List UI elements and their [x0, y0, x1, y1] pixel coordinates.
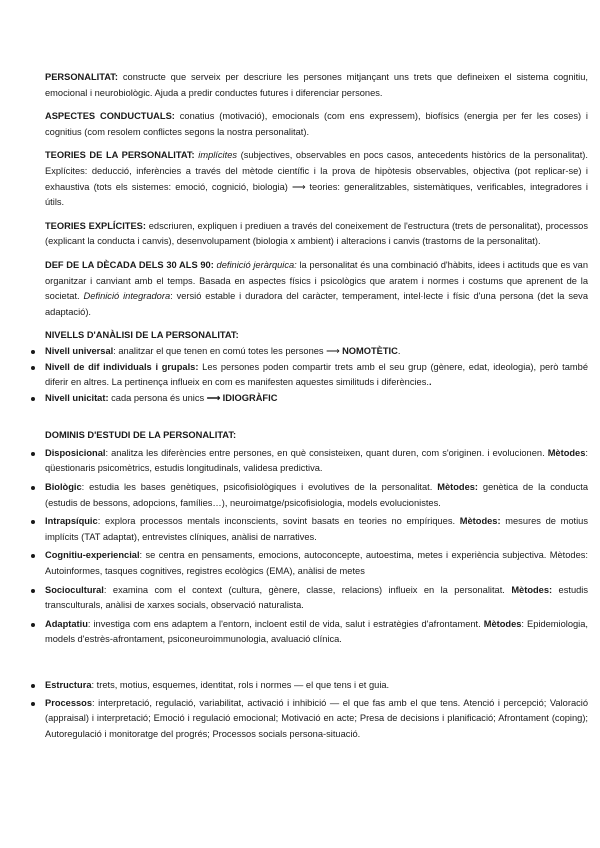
text-run: genètica de la conducta (estudis de bessons, adopcions, famílies…), neuroimatge/psicofisiologia, models evolucionistes. — [45, 482, 588, 508]
text-run: : Epidemiologia, models d'estrès-afrontament, psiconeuroimmunologia, avaluació clínica. — [45, 618, 588, 645]
list-item — [45, 696, 588, 743]
list-item — [45, 391, 588, 407]
text-run: : examina com el context (cultura, gènere, classe, relacions) influeix en la personalitat. — [103, 584, 512, 595]
definition-term: DEF DE LA DÈCADA DELS 30 ALS 90: — [45, 259, 214, 270]
list-item — [45, 617, 588, 648]
list-item — [45, 514, 588, 545]
text-run: Estructura — [45, 680, 92, 690]
text-run: : se centra en pensaments, emocions, autoconcepte, autoestima, metes i experiència subjectiva. Mètodes: Autoinformes, tasques cognitives, registres ecològics (EMA), anàlisi de metes — [45, 550, 588, 577]
definitions-section — [45, 70, 588, 320]
definition-term: TEORIES EXPLÍCITES: — [45, 220, 146, 231]
text-run: Intrapsíquic — [45, 516, 98, 527]
definition-paragraph — [45, 219, 588, 250]
text-run: : investiga com ens adaptem a l'entorn, incloent estil de vida, salut i estratègies d'afrontament. — [87, 618, 484, 629]
text-run: : estudia les bases genètiques, psicofisiològiques i evolutives de la personalitat. — [81, 482, 438, 493]
text-run: Nivell universal — [45, 345, 114, 356]
list-item — [45, 360, 588, 391]
list-item — [45, 583, 588, 614]
text-run: Disposicional — [45, 447, 106, 458]
text-run: constructe que serveix per descriure les persones mitjançant uns trets que defineixen el sistema cognitiu, emocional i neurobiològic. Ajuda a predir conductes futures i diferenciar persones. — [45, 72, 588, 98]
text-run: : versió estable i duradora del caràcter, temperament, intel·lecte i físic d'una persona (det la seva adaptació). — [45, 291, 588, 317]
definition-term: PERSONALITAT: — [45, 72, 118, 82]
list-item — [45, 446, 588, 477]
text-run: Mètodes — [547, 447, 586, 458]
definition-term: TEORIES DE LA PERSONALITAT: — [45, 150, 195, 161]
text-run: ⟶ IDIOGRÀFIC — [206, 392, 278, 403]
text-run: Adaptatiu — [45, 618, 88, 629]
definition-term: ASPECTES CONDUCTUALS: — [45, 111, 175, 122]
text-run: cada persona és unics — [108, 392, 207, 403]
text-run: : analitzar el que tenen en comú totes les persones ⟶ — [113, 345, 343, 356]
text-run: : qüestionaris psicomètrics, estudis longitudinals, validesa predictiva. — [45, 447, 588, 474]
text-run: : trets, motius, esquemes, identitat, rols i normes — el que tens i et guia. — [91, 680, 390, 690]
section-heading: DOMINIS D'ESTUDI DE LA PERSONALITAT: — [45, 430, 237, 441]
text-run: Cognitiu-experiencial — [45, 550, 140, 561]
text-run: definició jeràrquica: — [216, 259, 297, 270]
definition-paragraph — [45, 109, 588, 140]
section-heading: NIVELLS D'ANÀLISI DE LA PERSONALITAT: — [45, 330, 239, 341]
text-run: . — [397, 345, 401, 356]
bullet-list — [45, 678, 588, 742]
text-run: Nivell unicitat: — [45, 392, 109, 403]
text-run: : analitza les diferències entre persones, en què consisteixen, quant duren, com s'originen. i evolucionen. — [105, 447, 548, 458]
text-run: . — [428, 377, 432, 388]
document-page — [45, 70, 588, 742]
definition-paragraph — [45, 70, 588, 101]
bullet-list — [45, 446, 588, 648]
definition-paragraph — [45, 148, 588, 210]
text-run: Mètodes — [483, 618, 522, 629]
list-item — [45, 678, 588, 694]
text-run: Sociocultural — [45, 584, 104, 595]
dominis-section — [45, 428, 588, 648]
list-item — [45, 548, 588, 579]
text-run: Processos — [45, 697, 93, 708]
definition-paragraph — [45, 258, 588, 320]
text-run: : interpretació, regulació, variabilitat, activació i inhibició — el que fas amb el que tens. Atenció i percepció; Valoració (appraisal) i interpretació; Emoció i regulació emocional; Motivació en acte; Presa de decisions i planificació; Afrontament (coping); Autoregulació i monitoratge del progrés; Processos socials persona-situació. — [45, 697, 588, 739]
list-item — [45, 344, 588, 360]
text-run: estudis transculturals, anàlisi de xarxes socials, observació naturalista. — [45, 584, 588, 611]
text-run: Mètodes: — [459, 516, 501, 527]
text-run: (subjectives, observables en pocs casos, antecedents històrics de la personalitat). Explícites: deducció, inferències a través del mètode científic i la prova de hipòtesis observables, objectiva (pot replicar-se) i exhaustiva (tots els sistemes: emoció, cognició, biologia) ⟶ teories: generalitzables, sistemàtiques, verificables, integradores i útils. — [45, 150, 588, 208]
text-run: conatius (motivació), emocionals (com ens expressem), biofísics (energia per fer les coses) i cognitius (com resolem conflictes segons la nostra personalitat). — [45, 111, 588, 137]
text-run: la personalitat és una combinació d'hàbits, idees i actituds que es van organitzar i canviant amb el temps. Basada en aspectes físics i psicològics que aratem i normes i costums que aprenent de la societat. — [45, 259, 588, 302]
bullet-list — [45, 344, 588, 406]
list-item — [45, 480, 588, 511]
final-section — [45, 678, 588, 742]
text-run: Biològic — [45, 482, 82, 493]
text-run: Mètodes: — [437, 482, 479, 493]
text-run: implícites — [198, 150, 238, 161]
text-run: : explora processos mentals inconscients, sovint basats en teories no empíriques. — [97, 516, 460, 527]
text-run: mesures de motius implícits (TAT adaptat), entrevistes clíniques, anàlisi de narratives. — [45, 516, 588, 542]
text-run: Les persones poden compartir trets amb el seu grup (gènere, edat, ideologia), però també diferir en altres. La pertinença influeix en com es manifesten aquestes similituds i diferències. — [45, 361, 588, 388]
nivells-section — [45, 328, 588, 406]
text-run: NOMOTÈTIC — [342, 345, 398, 356]
text-run: Nivell de dif individuals i grupals: — [45, 361, 199, 372]
text-run: Mètodes: — [511, 584, 553, 595]
text-run: Definició integradora — [83, 291, 171, 302]
text-run: edscriuren, expliquen i prediuen a través del coneixement de l'estructura (trets de personalitat), processos (explicant la conducta i canvis), desenvolupament (biologia x ambient) i alteracions i canvis (trastorns de la personalitat). — [45, 220, 588, 247]
